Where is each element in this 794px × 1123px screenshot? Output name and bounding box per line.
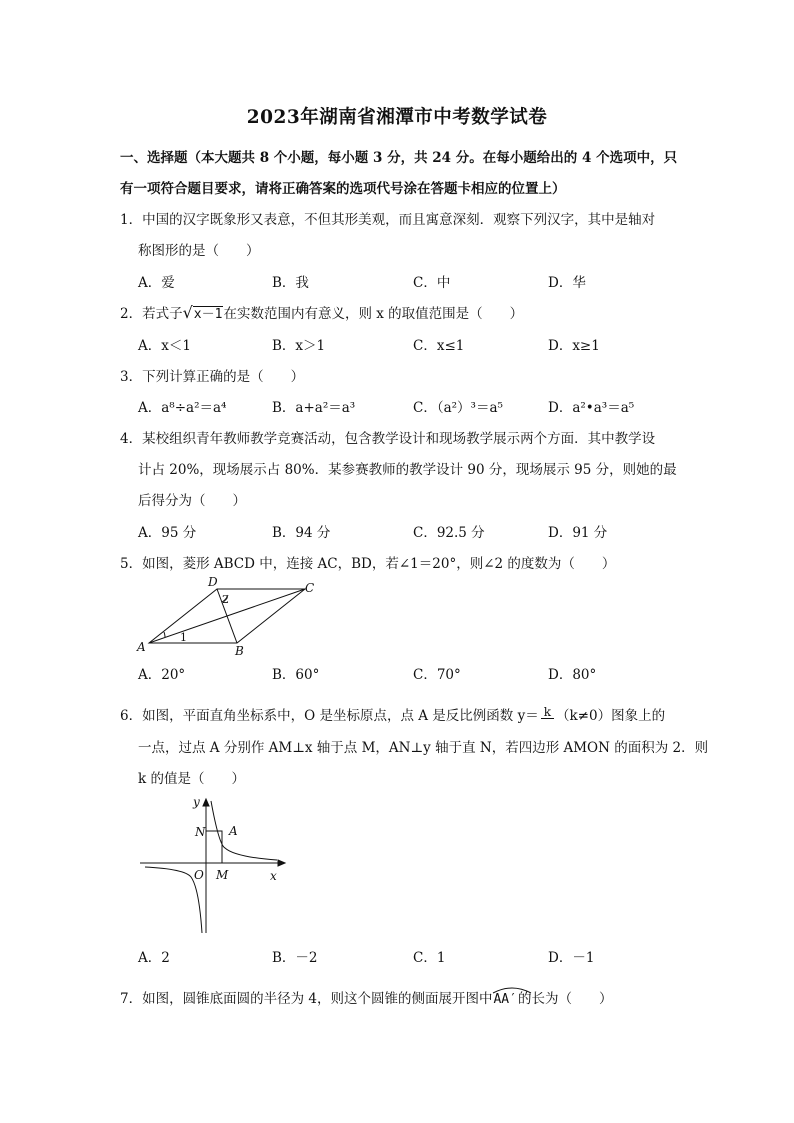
q4-option-b: B．94 分 — [272, 525, 331, 541]
question-4-line-1: 4．某校组织青年教师教学竞赛活动，包含教学设计和现场教学展示两个方面．其中教学设 — [120, 431, 656, 447]
exam-title: 2023年湖南省湘潭市中考数学试卷 — [246, 107, 548, 128]
label-angle-1: 1 — [180, 631, 187, 644]
question-3-line-1: 3．下列计算正确的是（ ） — [120, 369, 305, 385]
q6-stem-part-2: （k≠0）图象上的 — [555, 708, 666, 724]
hyperbola-figure — [135, 793, 295, 938]
section-heading-line-1: 一、选择题（本大题共 8 个小题，每小题 3 分，共 24 分。在每小题给出的 4 个选项中，只 — [120, 150, 678, 166]
label-c: C — [305, 581, 315, 595]
q5-option-a: A．20° — [138, 667, 186, 683]
q3-option-a: A．a⁸÷a²＝a⁴ — [138, 400, 227, 416]
q2-option-b: B．x＞1 — [272, 338, 326, 354]
q2-option-a: A．x＜1 — [138, 338, 191, 354]
q4-option-d: D．91 分 — [548, 525, 608, 541]
q7-stem-pre: 7．如图，圆锥底面圆的半径为 4，则这个圆锥的侧面展开图中 — [120, 991, 493, 1007]
fraction-k-over-x — [541, 706, 554, 727]
rectangle-amon — [206, 831, 222, 863]
label-a-point: A — [229, 824, 238, 838]
question-6-line-1 — [120, 704, 665, 727]
section-heading-line-2: 有一项符合题目要求，请将正确答案的选项代号涂在答题卡相应的位置上） — [120, 181, 566, 197]
q2-radicand: x－1 — [193, 307, 223, 322]
arc-symbol — [492, 985, 532, 994]
question-2-line-1 — [120, 302, 523, 322]
question-6-line-2: 一点，过点 A 分别作 AM⊥x 轴于点 M，AN⊥y 轴于直 N，若四边形 AMON 的面积为 2．则 — [138, 740, 709, 756]
question-1-line-2: 称图形的是（ ） — [138, 243, 260, 259]
label-angle-2: 2 — [222, 593, 229, 606]
label-o: O — [194, 868, 204, 882]
q1-option-d: D．华 — [548, 275, 586, 291]
q4-option-a: A．95 分 — [138, 525, 197, 541]
fraction-numerator: k — [541, 706, 554, 719]
q1-option-a: A．爱 — [138, 275, 175, 291]
fraction-denominator — [541, 719, 554, 727]
q6-option-a: A．2 — [138, 950, 170, 966]
angle-1-arc — [164, 632, 165, 637]
y-axis-arrow — [203, 799, 209, 806]
section-heading — [120, 143, 680, 205]
sqrt-sign: √ — [182, 303, 193, 322]
q5-option-d: D．80° — [548, 667, 597, 683]
arc-label: AA′ — [493, 992, 517, 1007]
rhombus-figure — [135, 575, 325, 660]
q3-option-c: C．（a²）³＝a⁵ — [413, 400, 503, 416]
label-m: M — [216, 868, 229, 882]
q5-option-b: B．60° — [272, 667, 320, 683]
label-n: N — [195, 825, 206, 839]
question-1-line-1: 1．中国的汉字既象形又表意，不但其形美观，而且寓意深刻．观察下列汉字，其中是轴对 — [120, 212, 656, 228]
label-d: D — [208, 575, 218, 589]
q2-option-d: D．x≥1 — [548, 338, 600, 354]
q6-stem-part-1: 6．如图，平面直角坐标系中，O 是坐标原点，点 A 是反比例函数 y＝ — [120, 708, 539, 724]
q4-option-c: C．92.5 分 — [413, 525, 485, 541]
question-4-line-3: 后得分为（ ） — [138, 493, 246, 509]
q3-option-d: D．a²•a³＝a⁵ — [548, 400, 635, 416]
q5-option-c: C．70° — [413, 667, 461, 683]
question-4-line-2: 计占 20%，现场展示占 80%．某参赛教师的教学设计 90 分，现场展示 95 分，则她的最 — [138, 462, 677, 478]
q2-stem-pre: 2．若式子 — [120, 306, 183, 322]
q2-option-c: C．x≤1 — [413, 338, 465, 354]
label-y: y — [193, 795, 200, 809]
q6-option-c: C．1 — [413, 950, 446, 966]
q7-stem-post: 的长为（ ） — [517, 991, 613, 1007]
question-6-line-3: k 的值是（ ） — [138, 771, 245, 787]
q6-option-d: D．－1 — [548, 950, 595, 966]
label-x: x — [270, 869, 277, 883]
q3-option-b: B．a+a²＝a³ — [272, 400, 356, 416]
question-5-line-1: 5．如图，菱形 ABCD 中，连接 AC，BD，若∠1＝20°，则∠2 的度数为（ ） — [120, 556, 616, 572]
q1-option-b: B．我 — [272, 275, 309, 291]
q1-option-c: C．中 — [413, 275, 451, 291]
question-7-line-1 — [120, 987, 612, 1007]
label-a: A — [137, 640, 146, 654]
x-axis-arrow — [278, 860, 285, 866]
q6-option-b: B．－2 — [272, 950, 318, 966]
q2-stem-post: 在实数范围内有意义，则 x 的取值范围是（ ） — [223, 306, 524, 322]
arc-aa-prime — [492, 992, 517, 1007]
label-b: B — [235, 644, 244, 658]
